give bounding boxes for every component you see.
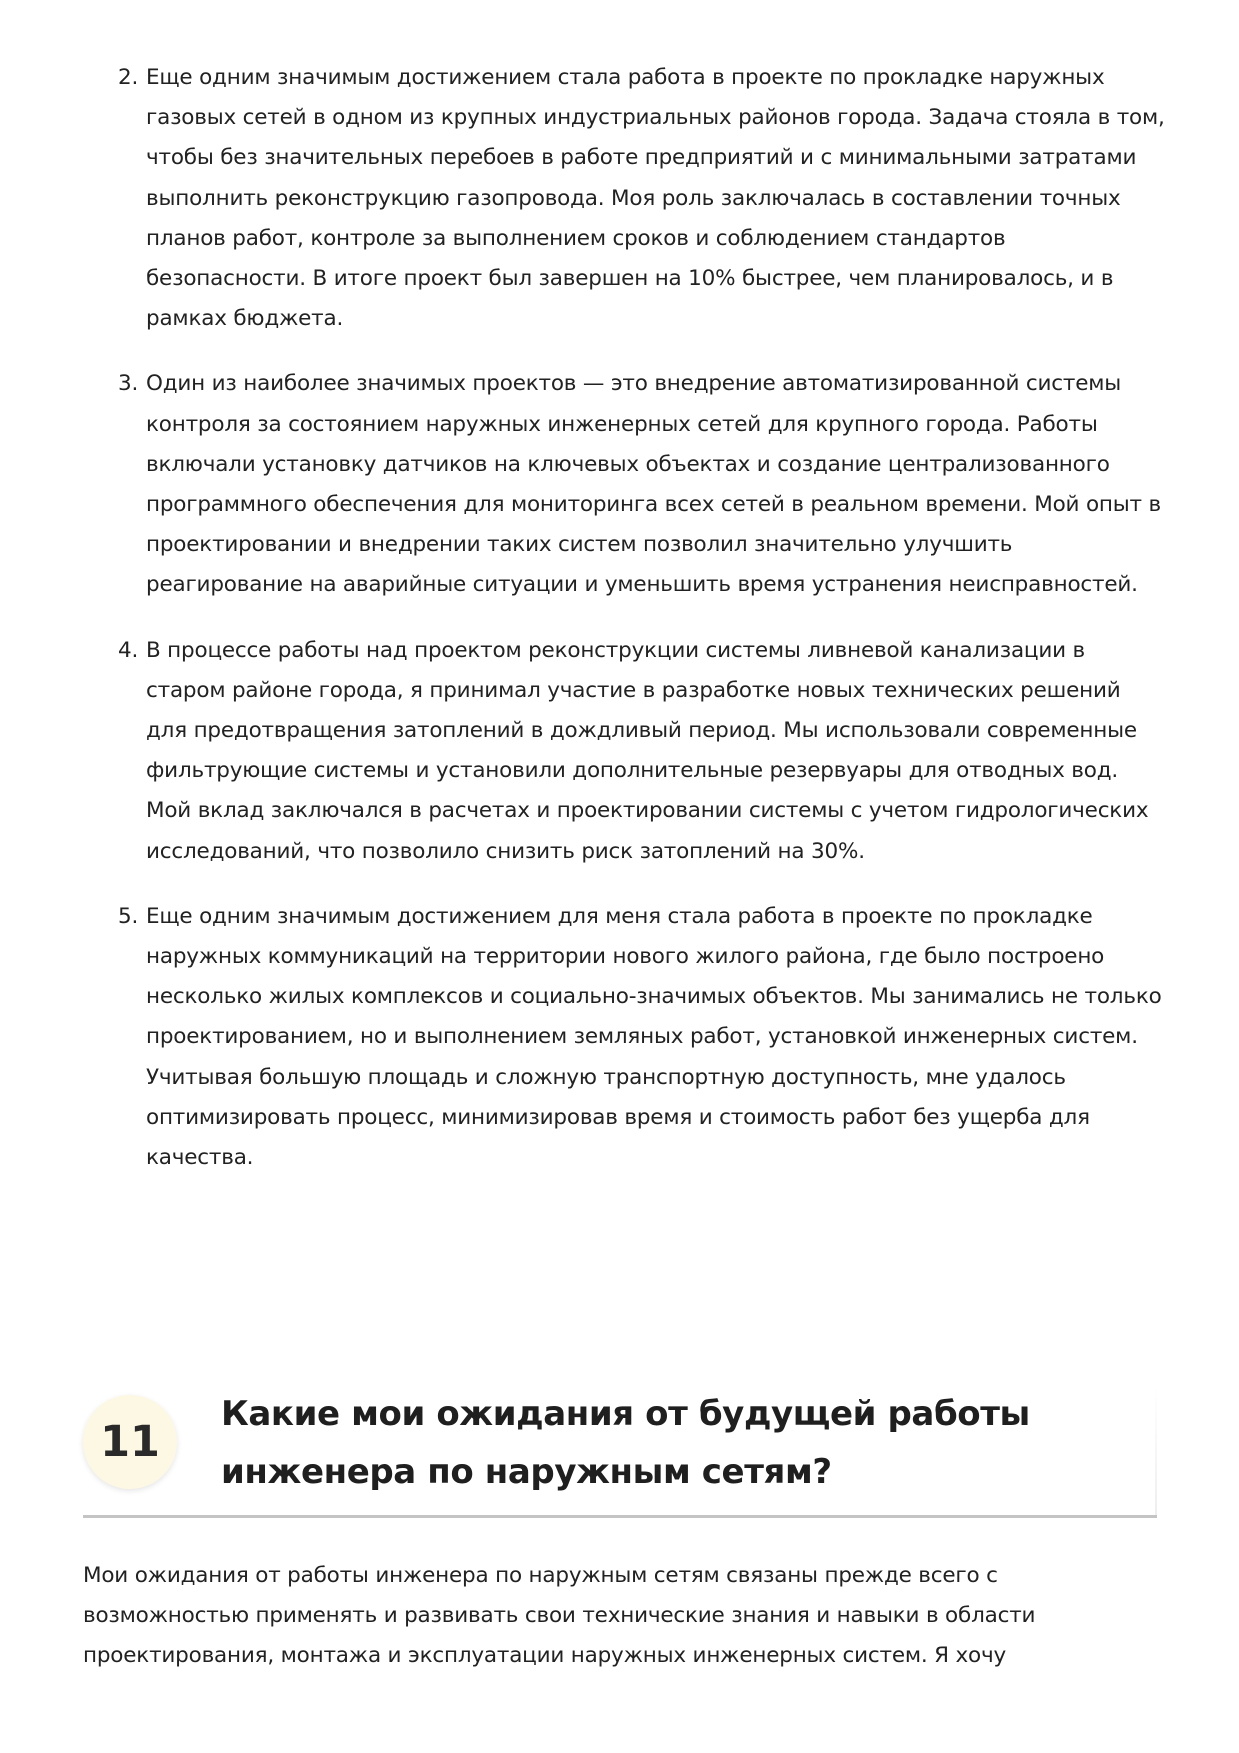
list-item-number: 2.	[118, 65, 139, 90]
section-title: Какие мои ожидания от будущей работы инженера по наружным сетям?	[221, 1394, 1030, 1492]
header-edge-shadow	[1155, 1385, 1157, 1515]
list-item-number: 5.	[118, 903, 139, 929]
list-item-number: 4.	[118, 637, 139, 663]
list-item-number: 3.	[118, 371, 139, 397]
list-item-text: Один из наиболее значимых проектов — это внедрение автоматизированной системы контроля за состоянием наружных инженерных сетей для крупного города. Работы включали установку датчиков на ключевых объектах и создание централизованного программного обеспечения для мониторинга всех сетей в реальном времени. Мой опыт в проектировании и внедрении таких систем позволил значительно улучшить реагирование на аварийные ситуации и уменьшить время устранения неисправностей.	[146, 371, 1161, 598]
section-body-text: Мои ожидания от работы инженера по наружным сетям связаны прежде всего с возможностью применять и развивать свои технические знания и навыки в области проектирования, монтажа и эксплуатации наружных инженерных систем. Я хочу	[83, 1563, 1036, 1669]
list-item-text: Еще одним значимым достижением стала работа в проекте по прокладке наружных газовых сетей в одном из крупных индустриальных районов города. Задача стояла в том, чтобы без значительных перебоев в работе предприятий и с минимальными затратами выполнить реконструкцию газопровода. Моя роль заключалась в составлении точных планов работ, контроле за выполнением сроков и соблюдением стандартов безопасности. В итоге проект был завершен на 10% быстрее, чем планировалось, и в рамках бюджета.	[146, 65, 1165, 332]
list-item	[118, 897, 1168, 1178]
list-item	[118, 364, 1168, 605]
list-item	[118, 58, 1168, 339]
section-header	[83, 1385, 1157, 1518]
achievements-list	[118, 58, 1168, 1203]
section-number-badge: 11	[83, 1395, 177, 1489]
list-item-text: Еще одним значимым достижением для меня стала работа в проекте по прокладке наружных коммуникаций на территории нового жилого района, где было построено несколько жилых комплексов и социально-значимых объектов. Мы занимались не только проектированием, но и выполнением земляных работ, установкой инженерных систем. Учитывая большую площадь и сложную транспортную доступность, мне удалось оптимизировать процесс, минимизировав время и стоимость работ без ущерба для качества.	[146, 903, 1162, 1171]
list-item	[118, 631, 1168, 872]
list-item-text: В процессе работы над проектом реконструкции системы ливневой канализации в старом районе города, я принимал участие в разработке новых технических решений для предотвращения затоплений в дождливый период. Мы использовали современные фильтрующие системы и установили дополнительные резервуары для отводных вод. Мой вклад заключался в расчетах и проектировании системы с учетом гидрологических исследований, что позволило снизить риск затоплений на 30%.	[146, 637, 1149, 864]
